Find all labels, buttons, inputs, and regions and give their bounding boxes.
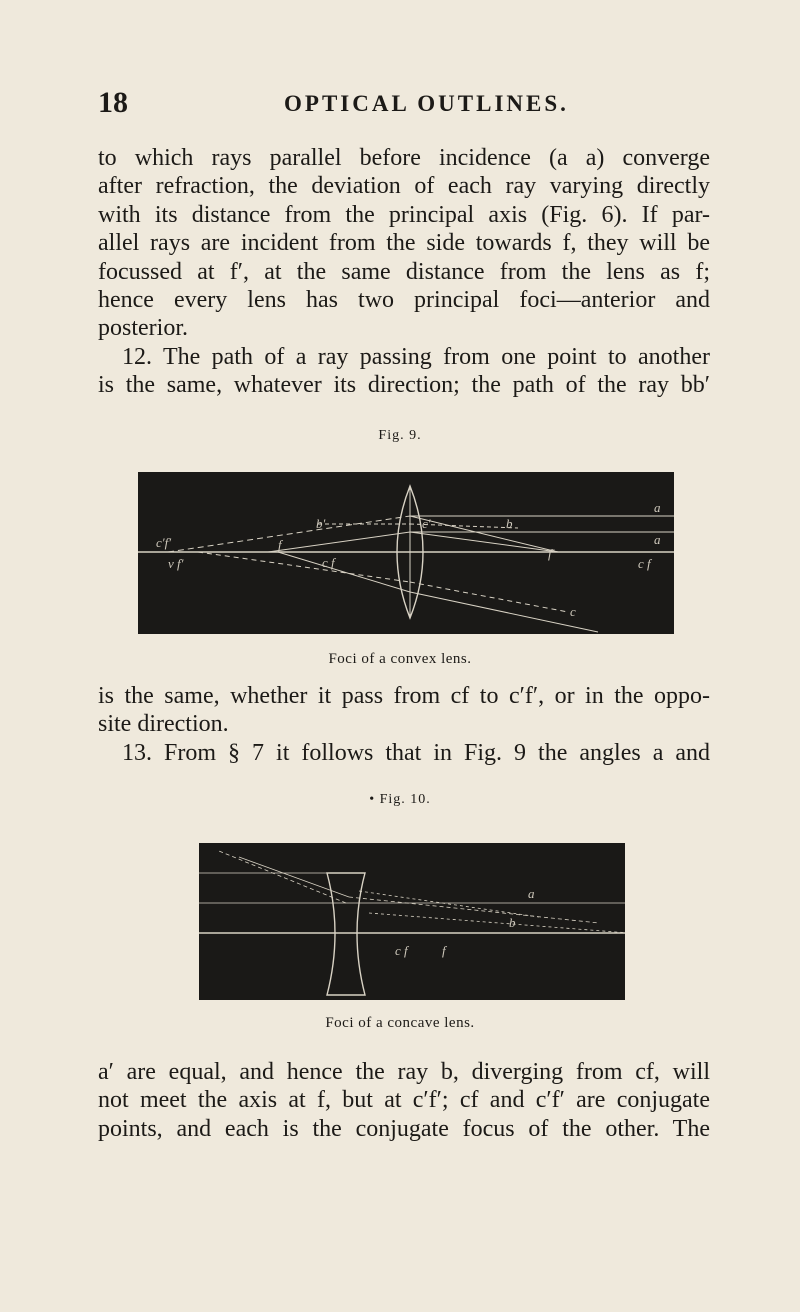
paragraph-1	[98, 144, 710, 400]
fig10-caption: Foci of a concave lens.	[325, 1015, 475, 1031]
fig9-convex-lens-diagram	[138, 472, 674, 634]
fig9-label-cp: c′	[422, 516, 431, 531]
fig9-caption: Foci of a convex lens.	[328, 651, 472, 667]
fig10-label-cf: c f	[395, 943, 408, 958]
text-line: 12. The path of a ray passing from one point to another	[122, 343, 710, 370]
text-line: site direction.	[98, 711, 229, 738]
text-line: 13. From § 7 it follows that in Fig. 9 the angles a and	[122, 739, 710, 766]
fig9-label-c: c	[570, 604, 576, 619]
paragraph-3	[98, 682, 710, 767]
text-line: hence every lens has two principal foci—anterior and	[98, 287, 710, 314]
page-header	[98, 86, 708, 126]
text-line: focussed at f′, at the same distance from the lens as f;	[98, 258, 710, 285]
fig9-label-cfp: c′f′	[156, 535, 172, 550]
fig9-label-ap: a	[654, 532, 661, 547]
fig9-label-cf: c f	[322, 555, 335, 570]
fig10-number	[0, 792, 800, 808]
fig10-label-f: f	[442, 943, 446, 958]
text-line: allel rays are incident from the side towards f, they will be	[98, 230, 710, 257]
text-line: after refraction, the deviation of each ray varying directly	[98, 173, 710, 200]
text-line: not meet the axis at f, but at c′f′; cf and c′f′ are conjugate	[98, 1087, 710, 1114]
text-line: is the same, whether it pass from cf to c′f′, or in the oppo-	[98, 683, 710, 709]
text-line: points, and each is the conjugate focus of the other. The	[98, 1115, 710, 1142]
fig10-label-b: b	[509, 915, 516, 930]
paragraph-4	[98, 1058, 710, 1143]
fig9-label-b: b	[506, 516, 513, 531]
fig10-concave-lens-diagram	[199, 843, 625, 1000]
fig9-label-a: a	[654, 500, 661, 515]
fig9-label-cf2: c f	[638, 556, 651, 571]
fig9-number: Fig. 9.	[378, 428, 422, 443]
page-number: 18	[98, 86, 128, 119]
text-line: posterior.	[98, 315, 188, 342]
fig10-label-a: a	[528, 886, 535, 901]
text-line: a′ are equal, and hence the ray b, diverging from cf, will	[98, 1059, 710, 1085]
fig9-label-fp: f′	[548, 546, 555, 561]
fig10-marker: •	[369, 792, 376, 807]
running-title: OPTICAL OUTLINES.	[284, 91, 569, 116]
fig9-label-bp: b′	[316, 516, 326, 531]
text-line: to which rays parallel before incidence (a a) converge	[98, 145, 710, 171]
text-line: is the same, whatever its direction; the path of the ray bb′	[98, 372, 710, 399]
text-line: with its distance from the principal axis (Fig. 6). If par-	[98, 201, 710, 228]
fig10-number-text: Fig. 10.	[379, 792, 431, 807]
fig9-label-f: f	[278, 537, 282, 552]
fig9-label-vfp: v f′	[168, 556, 184, 571]
